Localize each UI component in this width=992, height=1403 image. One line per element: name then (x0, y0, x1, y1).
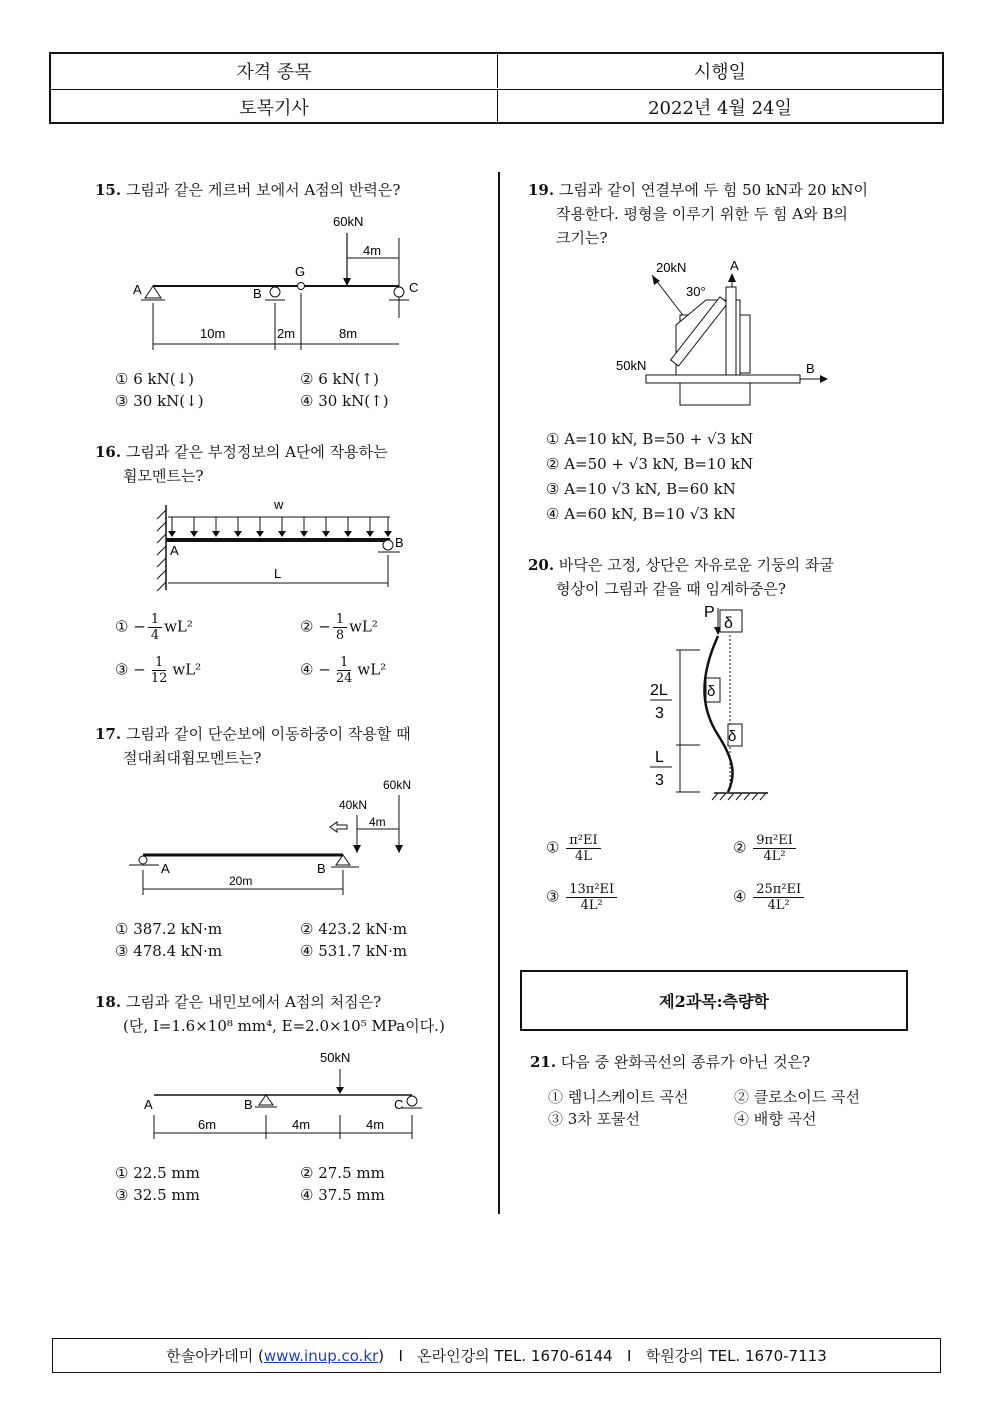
question-number: 18. (95, 993, 122, 1011)
question-17 (95, 722, 411, 770)
question-text-line2: 절대최대휨모멘트는? (123, 749, 262, 767)
point-a-label: A (170, 543, 179, 558)
force-50kn-label: 50kN (616, 358, 647, 373)
load-label: 60kN (333, 214, 364, 229)
q20-option-1[interactable]: ① $\frac{\text{π²EI}}{4L}$ (546, 833, 603, 864)
q19-option-4[interactable]: ④ A=60 kN, B=10 √3 kN (546, 505, 736, 523)
height-2l-den: 3 (655, 705, 664, 722)
load-p-label: P (704, 604, 715, 621)
question-number: 20. (528, 556, 555, 574)
point-b-label: B (395, 535, 404, 550)
q15-option-3[interactable]: ③ 30 kN(↓) (115, 392, 204, 410)
span-20m: 20m (229, 874, 253, 888)
q16-option-3[interactable]: ③ − $\frac{1}{12}$ wL² (115, 655, 202, 686)
question-number: 15. (95, 181, 122, 199)
dim-8m: 8m (339, 326, 358, 341)
question-16 (95, 440, 388, 488)
header-col1-value: 토목기사 (51, 90, 498, 124)
height-l-num: L (655, 749, 664, 766)
q17-option-3[interactable]: ③ 478.4 kN·m (115, 942, 223, 960)
point-a-label: A (144, 1097, 153, 1112)
dim-4m: 4m (369, 815, 386, 829)
footer-contact: ) I 온라인강의 TEL. 1670-6144 I 학원강의 TEL. 1670-7113 (378, 1347, 827, 1365)
column-divider (498, 172, 500, 1214)
load-w-label: w (274, 497, 284, 512)
delta-mid: δ (707, 683, 716, 700)
point-c-label: C (409, 280, 419, 295)
angle-label: 30° (686, 284, 706, 299)
point-a-label: A (133, 282, 142, 297)
q21-option-2[interactable]: ② 클로소이드 곡선 (734, 1088, 860, 1106)
question-15 (95, 178, 400, 202)
delta-top: δ (724, 615, 733, 632)
question-text-line2: 형상이 그림과 같을 때 임계하중은? (556, 580, 786, 598)
question-20 (528, 553, 834, 601)
q18-option-1[interactable]: ① 22.5 mm (115, 1164, 200, 1182)
q15-option-2[interactable]: ② 6 kN(↑) (300, 370, 380, 388)
q20-option-3[interactable]: ③ $\frac{\text{13π²EI}}{\text{4L²}}$ (546, 882, 619, 913)
delta-low: δ (728, 728, 737, 745)
question-text-line2: (단, I=1.6×10⁸ mm⁴, E=2.0×10⁵ MPa이다.) (123, 1017, 445, 1035)
q18-option-3[interactable]: ③ 32.5 mm (115, 1186, 200, 1204)
q18-option-2[interactable]: ② 27.5 mm (300, 1164, 385, 1182)
dim-4m-1: 4m (292, 1117, 311, 1132)
propped-beam-figure (150, 495, 420, 595)
question-number: 19. (528, 181, 555, 199)
q19-option-1[interactable]: ① A=10 kN, B=50 + √3 kN (546, 430, 754, 448)
question-text: 그림과 같은 게르버 보에서 A점의 반력은? (125, 181, 401, 199)
overhang-beam-figure (140, 1045, 440, 1145)
q21-option-4[interactable]: ④ 배향 곡선 (734, 1110, 817, 1128)
q20-option-4[interactable]: ④ $\frac{\text{25π²EI}}{\text{4L²}}$ (733, 882, 806, 913)
question-19 (528, 178, 868, 250)
point-b-label: B (317, 861, 326, 876)
q17-option-2[interactable]: ② 423.2 kN·m (300, 920, 408, 938)
dim-2m: 2m (277, 326, 296, 341)
question-number: 17. (95, 725, 122, 743)
q18-option-4[interactable]: ④ 37.5 mm (300, 1186, 385, 1204)
q21-option-3[interactable]: ③ 3차 포물선 (548, 1110, 641, 1128)
dim-4m: 4m (363, 243, 382, 258)
question-text-line1: 바닥은 고정, 상단은 자유로운 기둥의 좌굴 (558, 556, 834, 574)
load-label: 50kN (320, 1050, 351, 1065)
q15-option-1[interactable]: ① 6 kN(↓) (115, 370, 195, 388)
header-col2-value: 2022년 4월 24일 (648, 98, 792, 119)
question-21 (530, 1050, 810, 1074)
q15-option-4[interactable]: ④ 30 kN(↑) (300, 392, 389, 410)
question-text-line1: 그림과 같은 부정정보의 A단에 작용하는 (125, 443, 388, 461)
question-18 (95, 990, 445, 1038)
footer (52, 1338, 941, 1373)
question-text-line1: 그림과 같이 단순보에 이동하중이 작용할 때 (125, 725, 411, 743)
q17-option-1[interactable]: ① 387.2 kN·m (115, 920, 223, 938)
hinge-g-label: G (295, 264, 306, 279)
question-text-line3: 크기는? (556, 229, 608, 247)
force-a-label: A (730, 258, 739, 273)
q20-option-2[interactable]: ② $\frac{\text{9π²EI}}{\text{4L²}}$ (733, 833, 798, 864)
question-text-line1: 그림과 같은 내민보에서 A점의 처짐은? (125, 993, 382, 1011)
moving-load-figure (125, 775, 425, 895)
header-col1-title: 자격 종목 (51, 54, 498, 88)
column-buckling-figure (640, 600, 780, 810)
q16-option-1[interactable]: ① − $\frac{1}{4}$ wL² (115, 612, 193, 643)
q19-option-2[interactable]: ② A=50 + √3 kN, B=10 kN (546, 455, 754, 473)
header-table (49, 52, 944, 124)
dim-6m: 6m (198, 1117, 217, 1132)
point-a-label: A (161, 861, 170, 876)
height-l-den: 3 (655, 772, 664, 789)
q16-option-4[interactable]: ④ − $\frac{1}{24}$ wL² (300, 655, 387, 686)
subject-heading: 제2과목:측량학 (520, 970, 908, 1031)
question-text-line2: 휨모멘트는? (123, 467, 204, 485)
connection-figure (610, 255, 840, 410)
header-row-1 (51, 54, 942, 88)
dim-4m-2: 4m (366, 1117, 385, 1132)
header-col2-title: 시행일 (693, 62, 747, 83)
q21-option-1[interactable]: ① 렘니스케이트 곡선 (548, 1088, 689, 1106)
q17-option-4[interactable]: ④ 531.7 kN·m (300, 942, 408, 960)
gerber-beam-figure (125, 208, 425, 358)
point-b-label: B (253, 286, 262, 301)
q19-option-3[interactable]: ③ A=10 √3 kN, B=60 kN (546, 480, 736, 498)
question-text: 다음 중 완화곡선의 종류가 아닌 것은? (560, 1053, 811, 1071)
question-text-line2: 작용한다. 평형을 이루기 위한 두 힘 A와 B의 (556, 205, 848, 223)
q16-option-2[interactable]: ② − $\frac{1}{8}$ wL² (300, 612, 378, 643)
height-2l-num: 2L (650, 682, 668, 699)
length-l-label: L (274, 566, 282, 581)
footer-academy: 한솔아카데미 ( (166, 1347, 264, 1365)
footer-website-link[interactable]: www.inup.co.kr (263, 1346, 379, 1365)
dim-10m: 10m (200, 326, 226, 341)
point-b-label: B (244, 1097, 253, 1112)
load-40kn-label: 40kN (339, 798, 368, 812)
load-60kn-label: 60kN (383, 778, 412, 792)
force-b-label: B (806, 361, 815, 376)
question-text-line1: 그림과 같이 연결부에 두 힘 50 kN과 20 kN이 (558, 181, 869, 199)
force-20kn-label: 20kN (656, 260, 687, 275)
question-number: 21. (530, 1053, 557, 1071)
question-number: 16. (95, 443, 122, 461)
header-row-2 (51, 89, 942, 124)
point-c-label: C (394, 1097, 404, 1112)
